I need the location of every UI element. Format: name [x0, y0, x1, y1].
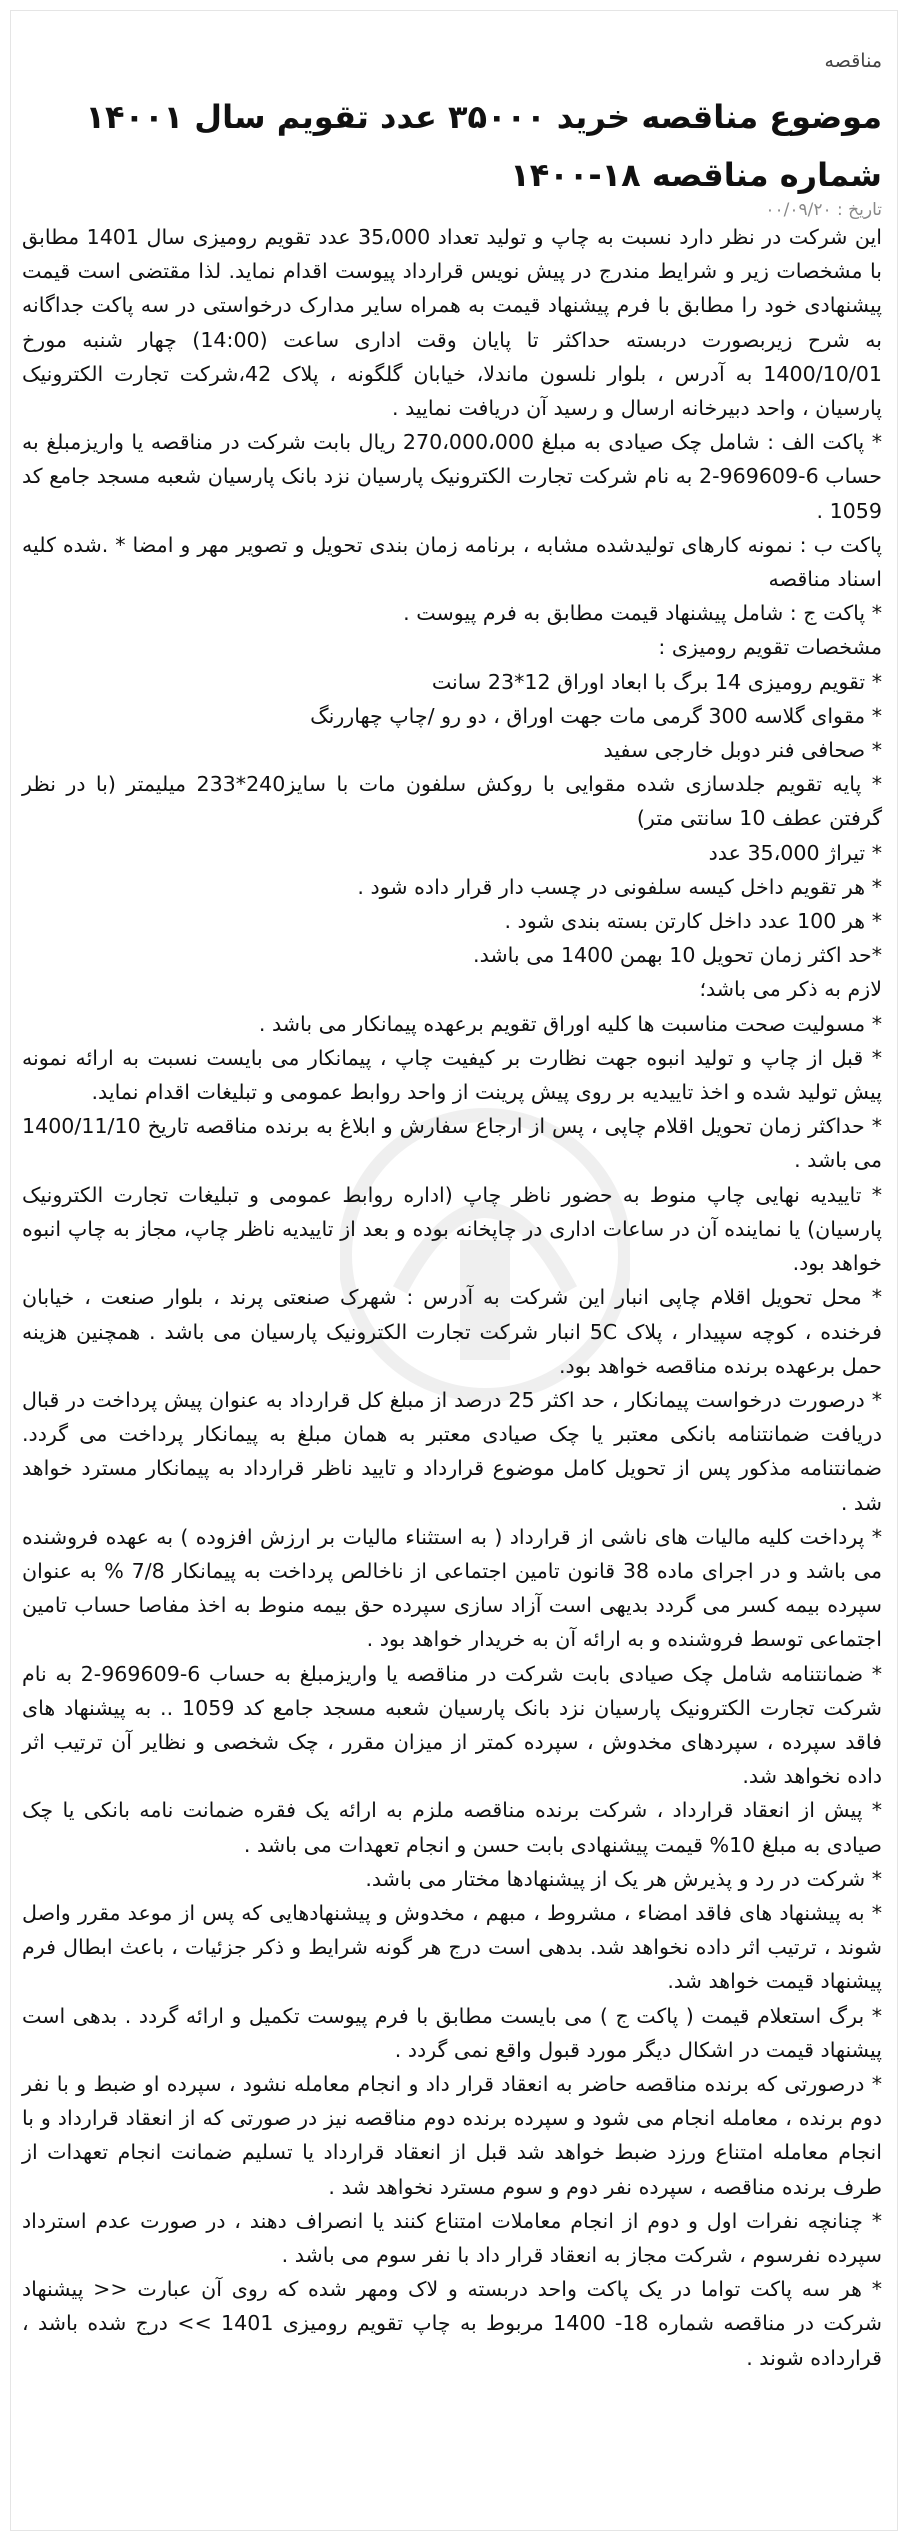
body-paragraph: * پرداخت کلیه مالیات های ناشی از قرارداد ( به استثناء مالیات بر ارزش افزوده ) به عهده فروشنده می باشد و در اجرای ماده 38 قانون تامین اجتماعی از ناخالص پرداخت به پیمانکار 7/8 % به عنوان سپرده بیمه کسر می گردد بدیهی است آزاد سازی سپرده حق بیمه منوط به اخذ مفاصا حساب تامین اجتماعی توسط فروشنده و به ارائه آن به خریدار خواهد بود .	[22, 1524, 882, 1652]
announcement-body	[22, 220, 882, 2375]
body-paragraph: * محل تحویل اقلام چاپی انبار این شرکت به آدرس : شهرک صنعتی پرند ، بلوار صنعت ، خیابان فرخنده ، کوچه سپیدار ، پلاک 5C انبار شرکت تجارت الکترونیک پارسیان می باشد . همچنین هزینه حمل برعهده برنده مناقصه خواهد بود.	[22, 1285, 882, 1378]
body-paragraph: * پایه تقویم جلدسازی شده مقوایی با روکش سلفون مات با سایز240*233 میلیمتر (با در نظر گرفتن عطف 10 سانتی متر)	[22, 772, 883, 831]
body-paragraph: * تیراژ 35،000 عدد	[708, 840, 882, 865]
body-paragraph: * تقویم رومیزی 14 برگ با ابعاد اوراق 12*23 سانت	[431, 669, 882, 694]
category-label[interactable]: مناقصه	[824, 50, 882, 72]
body-paragraph: * هر 100 عدد داخل کارتن بسته بندی شود .	[504, 909, 882, 934]
body-paragraph: * صحافی فنر دوبل خارجی سفید	[603, 738, 882, 763]
body-paragraph: مشخصات تقویم رومیزی :	[658, 635, 882, 660]
body-paragraph: * درصورتی که برنده مناقصه حاضر به انعقاد قرار داد و انجام معامله نشود ، سپرده او ضبط و با نفر دوم برنده ، معامله انجام می شود و سپرده برنده دوم مناقصه نیز در صورتی که از انعقاد قرارداد و با انجام معامله امتناع ورزد ضبط خواهد شد قبل از انعقاد قرارداد یا تسلیم ضمانت انجام تعهدات از طرف برنده مناقصه ، سپرده نفر دوم و سوم مسترد نخواهد شد .	[22, 2071, 882, 2199]
body-paragraph: این شرکت در نظر دارد نسبت به چاپ و تولید تعداد 35،000 عدد تقویم رومیزی سال 1401 مطابق با مشخصات زیر و شرایط مندرج در پیش نویس قرارداد پیوست اقدام نماید. لذا مقتضی است قیمت پیشنهادی خود را مطابق با فرم پیشنهاد قیمت به همراه سایر مدارک درخواستی در سه پاکت جداگانه به شرح زیربصورت دربسته حداکثر تا پایان وقت اداری ساعت (14:00) چهار شنبه مورخ 1400/10/01 به آدرس ، بلوار نلسون ماندلا، خیابان گلگونه ، پلاک 42،شرکت تجارت الکترونیک پارسیان ، واحد دبیرخانه ارسال و رسید آن دریافت نمایید .	[22, 225, 882, 421]
body-paragraph: * به پیشنهاد های فاقد امضاء ، مشروط ، مبهم ، مخدوش و پیشنهادهایی که پس از موعد مقرر واصل شوند ، ترتیب اثر داده نخواهد شد. بدهی است درج هر گونه شرایط و ذکر جزئیات ، باعث ابطال فرم پیشنهاد قیمت خواهد شد.	[22, 1900, 882, 1994]
page-title: موضوع مناقصه خرید ۳۵۰۰۰ عدد تقویم سال ۱۴۰۰۱ شماره مناقصه ۱۸-۱۴۰۰	[85, 98, 882, 194]
body-paragraph: پاکت ب : نمونه کارهای تولیدشده مشابه ، برنامه زمان بندی تحویل و تصویر مهر و امضا * .شده کلیه اسناد مناقصه	[22, 532, 882, 592]
body-paragraph: * چنانچه نفرات اول و دوم از انجام معاملات امتناع کنند یا انصراف دهند ، در صورت عدم استرداد سپرده نفرسوم ، شرکت مجاز به انعقاد قرار داد با نفر سوم می باشد .	[22, 2208, 882, 2267]
body-paragraph: * هر سه پاکت تواما در یک پاکت واحد دربسته و لاک ومهر شده که روی آن عبارت << پیشنهاد شرکت در مناقصه شماره 18- 1400 مربوط به چاپ تقویم رومیزی 1401 >> درج شده باشد ، قرارداده شوند .	[22, 2277, 882, 2370]
body-paragraph: * درصورت درخواست پیمانکار ، حد اکثر 25 درصد از مبلغ کل قرارداد به عنوان پیش پرداخت در قبال دریافت ضمانتنامه بانکی معتبر یا چک صیادی معتبر به همان مبلغ به پیمانکار پرداخت می گردد. ضمانتنامه مذکور پس از تحویل کامل موضوع قرارداد و تایید ناظر قرارداد به پیمانکار مسترد خواهد شد .	[22, 1387, 882, 1515]
body-paragraph: * حداکثر زمان تحویل اقلام چاپی ، پس از ارجاع سفارش و ابلاغ به برنده مناقصه تاریخ 1400/11/10 می باشد .	[22, 1114, 882, 1173]
body-paragraph: * قبل از چاپ و تولید انبوه جهت نظارت بر کیفیت چاپ ، پیمانکار می بایست نسبت به ارائه نمونه پیش تولید شده و اخذ تاییدیه بر روی پیش پرینت از واحد روابط عمومی و تبلیغات اقدام نماید.	[22, 1045, 882, 1105]
body-paragraph: لازم به ذکر می باشد؛	[699, 977, 882, 1002]
publish-date: تاریخ : ۰۰/۰۹/۲۰	[765, 200, 882, 220]
body-paragraph: * شرکت در رد و پذیرش هر یک از پیشنهادها مختار می باشد.	[365, 1866, 882, 1891]
body-paragraph: * هر تقویم داخل کیسه سلفونی در چسب دار قرار داده شود .	[357, 874, 882, 899]
body-paragraph: * مسولیت صحت مناسبت ها کلیه اوراق تقویم برعهده پیمانکار می باشد .	[258, 1011, 882, 1036]
body-paragraph: * پاکت ج : شامل پیشنهاد قیمت مطابق به فرم پیوست .	[403, 601, 882, 626]
body-paragraph: * پاکت الف : شامل چک صیادی به مبلغ 270،000،000 ریال بابت شرکت در مناقصه یا واریزمبلغ به حساب 6-969609-2 به نام شرکت تجارت الکترونیک پارسیان نزد بانک پارسیان شعبه مسجد جامع کد 1059 .	[22, 430, 883, 523]
body-paragraph: * ضمانتنامه شامل چک صیادی بابت شرکت در مناقصه یا واریزمبلغ به حساب 6-969609-2 به نام شرکت تجارت الکترونیک پارسیان نزد بانک پارسیان شعبه مسجد جامع کد 1059 .. به پیشنهاد های فاقد سپرده ، سپردهای مخدوش ، سپرده کمتر از میزان مقرر ، چک شخصی و نظایر آن ترتیب اثر داده نخواهد شد.	[22, 1661, 883, 1789]
body-paragraph: * برگ استعلام قیمت ( پاکت ج ) می بایست مطابق با فرم پیوست تکمیل و ارائه گردد . بدهی است پیشنهاد قیمت در اشکال دیگر مورد قبول واقع نمی گردد .	[22, 2003, 882, 2062]
body-paragraph: * مقوای گلاسه 300 گرمی مات جهت اوراق ، دو رو /چاپ چهاررنگ	[310, 703, 882, 728]
body-paragraph: *حد اکثر زمان تحویل 10 بهمن 1400 می باشد.	[473, 943, 882, 968]
body-paragraph: * پیش از انعقاد قرارداد ، شرکت برنده مناقصه ملزم به ارائه یک فقره ضمانت نامه بانکی یا چک صیادی به مبلغ 10% قیمت پیشنهادی بابت حسن و انجام تعهدات می باشد .	[22, 1798, 882, 1857]
body-paragraph: * تاییدیه نهایی چاپ منوط به حضور ناظر چاپ (اداره روابط عمومی و تبلیغات تجارت الکترونیک پارسیان) یا نماینده آن در ساعات اداری در چاپخانه بوده و بعد از تاییدیه ناظر چاپ، مجاز به چاپ انبوه خواهد بود.	[22, 1182, 882, 1276]
